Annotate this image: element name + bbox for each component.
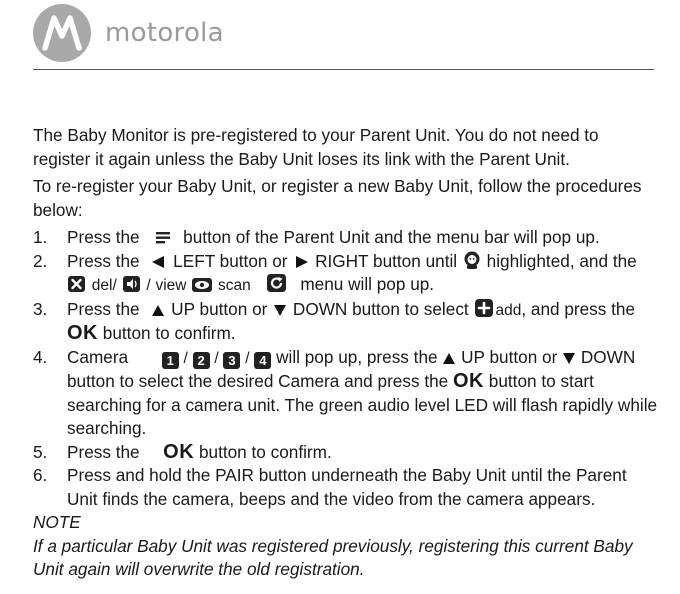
- brand-name: motorola: [105, 18, 224, 48]
- ok-label: OK: [67, 322, 98, 344]
- camera-3-key: 3: [223, 352, 240, 369]
- x-box-icon: [67, 275, 87, 293]
- down-triangle-icon: [272, 302, 288, 318]
- refresh-box-icon: [256, 273, 296, 293]
- up-triangle-icon: [442, 350, 456, 366]
- motorola-logo: [33, 4, 91, 62]
- camera-4-key: 4: [254, 352, 271, 369]
- procedure-intro: To re-register your Baby Unit, or register a new Baby Unit, follow the procedures below:: [33, 176, 642, 220]
- camera-2-key: 2: [193, 352, 210, 369]
- step-4: 4. Camera 1 / 2 / 3 / 4 will pop up, press the UP button or DOWN button to select the desired Camera and press the OK button to start searching for a camera unit. The green audio level LED will flash rapidly while searching.: [33, 346, 658, 438]
- baby-face-icon: [462, 250, 482, 270]
- header: [33, 4, 653, 60]
- down-triangle-icon: [562, 350, 576, 366]
- eye-scan-icon: [191, 277, 213, 293]
- ok-label: OK: [163, 440, 195, 463]
- step-2: 2. Press the LEFT button or RIGHT button until highlighted, and the del/ / view scan menu will pop up.: [33, 250, 637, 294]
- menu-lines-icon: [144, 229, 178, 246]
- camera-1-key: 1: [162, 352, 179, 369]
- up-triangle-icon: [144, 302, 166, 318]
- step-5: 5. Press the OK button to confirm.: [33, 440, 332, 463]
- ok-label: OK: [453, 370, 484, 392]
- right-triangle-icon: [292, 254, 310, 270]
- note-title: NOTE: [33, 512, 81, 532]
- batwing-logo-icon: [33, 4, 91, 62]
- document-body: [33, 124, 658, 582]
- steps-list: [33, 226, 658, 511]
- plus-box-icon: [473, 298, 495, 318]
- intro-paragraph: The Baby Monitor is pre-registered to your Parent Unit. You do not need to register it again unless the Baby Unit loses its link with the Parent Unit.: [33, 125, 599, 169]
- step-3: 3. Press the UP button or DOWN button to select add, and press the OK button to confirm.: [33, 298, 636, 344]
- left-triangle-icon: [144, 254, 168, 270]
- step-6: 6. Press and hold the PAIR button underneath the Baby Unit until the Parent Unit finds the camera, beeps and the video from the camera appears.: [33, 465, 627, 509]
- header-divider: [33, 69, 654, 70]
- step-1: 1. Press the button of the Parent Unit and the menu bar will pop up.: [33, 227, 600, 247]
- speaker-box-icon: [122, 275, 142, 293]
- note-text: If a particular Baby Unit was registered previously, registering this current Baby Unit again will overwrite the old registration.: [33, 535, 633, 579]
